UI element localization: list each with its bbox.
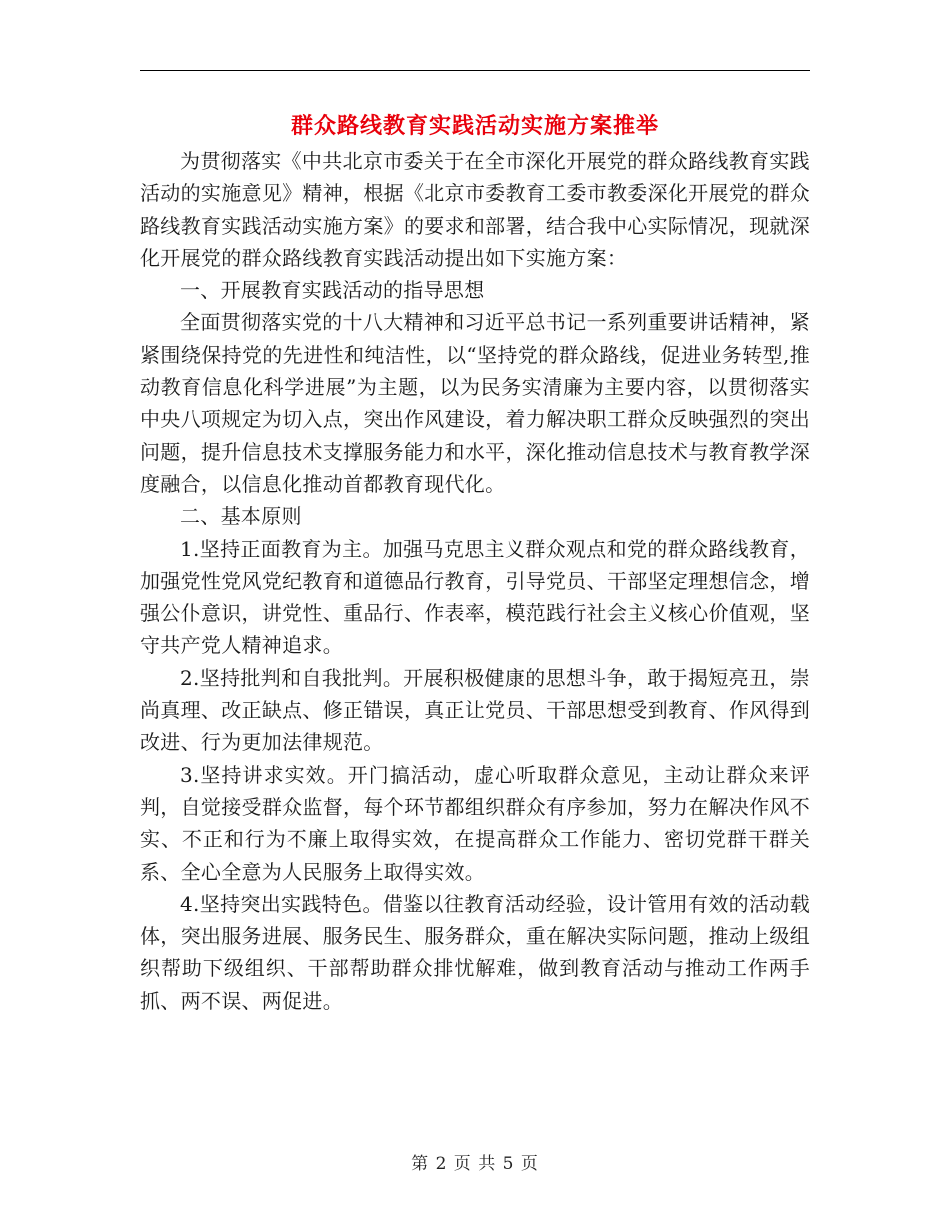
principle-2-paragraph: 2.坚持批判和自我批判。开展积极健康的思想斗争，敢于揭短亮丑，崇尚真理、改正缺点、修正错误，真正让党员、干部思想受到教育、作风得到改进、行为更加法律规范。 [140,665,810,755]
document-title: 群众路线教育实践活动实施方案推举 [290,113,659,139]
section-heading-basic-principles: 二、基本原则 [180,504,302,529]
intro-paragraph: 为贯彻落实《中共北京市委关于在全市深化开展党的群众路线教育实践活动的实施意见》精神，根据《北京市委教育工委市教委深化开展党的群众路线教育实践活动实施方案》的要求和部署，结合我中心实际情况，现就深化开展党的群众路线教育实践活动提出如下实施方案： [140,149,810,270]
principle-1-paragraph: 1.坚持正面教育为主。加强马克思主义群众观点和党的群众路线教育，加强党性党风党纪教育和道德品行教育，引导党员、干部坚定理想信念，增强公仆意识，讲党性、重品行、作表率，模范践行社会主义核心价值观，坚守共产党人精神追求。 [140,536,810,658]
header-rule [140,70,810,71]
guiding-ideology-paragraph: 全面贯彻落实党的十八大精神和习近平总书记一系列重要讲话精神，紧紧围绕保持党的先进性和纯洁性，以“坚持党的群众路线，促进业务转型,推动教育信息化科学进展”为主题，以为民务实清廉为主要内容，以贯彻落实中央八项规定为切入点，突出作风建设，着力解决职工群众反映强烈的突出问题，提升信息技术支撑服务能力和水平，深化推动信息技术与教育教学深度融合，以信息化推动首都教育现代化。 [140,310,810,496]
document-body [140,145,810,1017]
principle-4-paragraph: 4.坚持突出实践特色。借鉴以往教育活动经验，设计管用有效的活动载体，突出服务进展、服务民生、服务群众，重在解决实际问题，推动上级组织帮助下级组织、干部帮助群众排忧解难，做到教育活动与推动工作两手抓、两不误、两促进。 [140,891,810,1013]
section-heading-guiding-ideology: 一、开展教育实践活动的指导思想 [180,278,485,303]
page-number-footer: 第 2 页 共 5 页 [411,1154,539,1174]
principle-3-paragraph: 3.坚持讲求实效。开门搞活动，虚心听取群众意见，主动让群众来评判，自觉接受群众监督，每个环节都组织群众有序参加，努力在解决作风不实、不正和行为不廉上取得实效，在提高群众工作能力、密切党群干群关系、全心全意为人民服务上取得实效。 [140,762,810,884]
